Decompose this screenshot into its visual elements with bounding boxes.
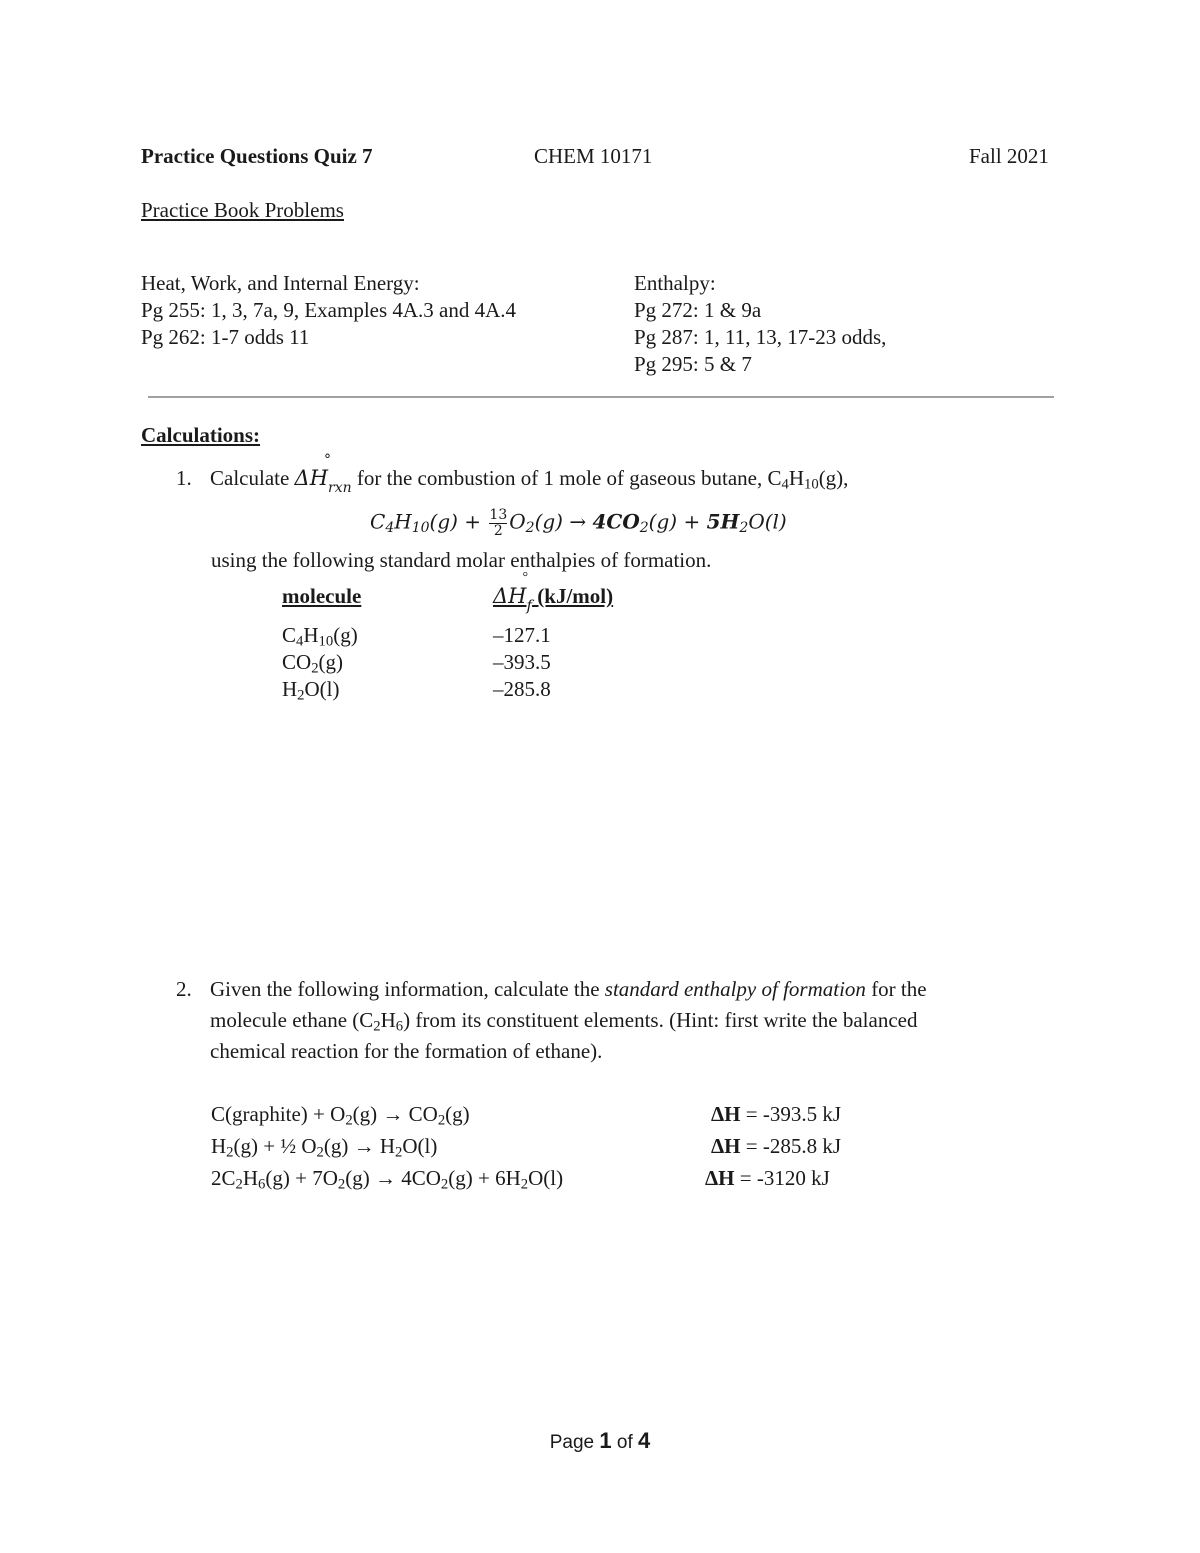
enthalpy-line: Pg 295: 5 & 7: [634, 352, 752, 376]
question-1: 1. Calculate ΔH ° $_{rxn}$ for the combustion of 1 mole of gaseous butane, $C_4H_{10}(g)$,: [176, 452, 849, 496]
reaction-list: [211, 1098, 563, 1194]
reaction-enthalpies: [705, 1098, 842, 1194]
page-number: Page 1 of 4: [549, 1428, 651, 1453]
table-value: –285.8: [493, 677, 551, 701]
table-row: $C_4H_{10}(g)$: [282, 623, 358, 650]
heat-line: Pg 262: 1-7 odds 11: [141, 325, 310, 349]
reaction-row: $H_2(g)$ + ½ $O_2(g) \to H_2O(l)$: [211, 1134, 438, 1161]
reaction-enthalpy: ΔH = -285.8 kJ: [711, 1134, 842, 1158]
table-row: $H_2O(l)$: [282, 677, 340, 704]
fraction: $\frac{13}{2}$: [489, 507, 508, 539]
enthalpy-table-molecules: [282, 622, 358, 703]
table-value: –127.1: [493, 623, 551, 647]
question-2: 2. Given the following information, calculate the standard enthalpy of formation for the molecule ethane $(C_2H_6)$ from its constituent elements. (Hint: first write the balanced chemical reaction for the formation of ethane).: [176, 974, 927, 1067]
table-row: $CO_2(g)$: [282, 650, 344, 677]
question-number: 2.: [176, 977, 192, 1001]
semester: Fall 2021: [969, 144, 1049, 168]
section-divider: [148, 396, 1054, 398]
question-number: 1.: [176, 466, 192, 490]
enthalpy-section-title: Enthalpy:: [634, 271, 716, 295]
reaction-row: C(graphite) + $O_2(g) \to CO_2(g)$: [211, 1102, 470, 1129]
heat-section-title: Heat, Work, and Internal Energy:: [141, 271, 420, 295]
reaction-row: $2C_2H_6(g) + 7O_2(g) \to 4CO_2(g) + 6H_2O(l)$: [211, 1166, 564, 1193]
delta-h-rxn: ΔH ° $_{rxn}$: [294, 452, 352, 496]
enthalpy-table-values: [493, 622, 551, 703]
heat-line: Pg 255: 1, 3, 7a, 9, Examples 4A.3 and 4A.4: [141, 298, 517, 322]
table-header-enthalpy: ΔH ° $_f$ (kJ/mol): [493, 570, 614, 615]
butane-combustion-equation: $C_4H_{10}(g)$ + $\frac{13}{2}$ $O_2(g) \to 4CO_2(g) + 5H_2O(l)$: [370, 507, 787, 539]
course-code: CHEM 10171: [534, 144, 653, 168]
reaction-enthalpy: ΔH = -3120 kJ: [705, 1166, 830, 1190]
document-title: Practice Questions Quiz 7: [141, 144, 373, 168]
enthalpy-line: Pg 272: 1 & 9a: [634, 298, 762, 322]
table-value: –393.5: [493, 650, 551, 674]
enthalpy-section: [634, 270, 886, 378]
practice-heading: Practice Book Problems: [141, 198, 344, 222]
calculations-heading: Calculations:: [141, 423, 261, 447]
reaction-enthalpy: ΔH = -393.5 kJ: [711, 1102, 842, 1126]
heat-section: [141, 270, 516, 351]
reaction-arrow: →: [569, 509, 587, 534]
enthalpy-line: Pg 287: 1, 11, 13, 17-23 odds,: [634, 325, 887, 349]
table-header-molecule: molecule: [282, 584, 362, 608]
q1-instruction: using the following standard molar enthalpies of formation.: [211, 548, 712, 572]
